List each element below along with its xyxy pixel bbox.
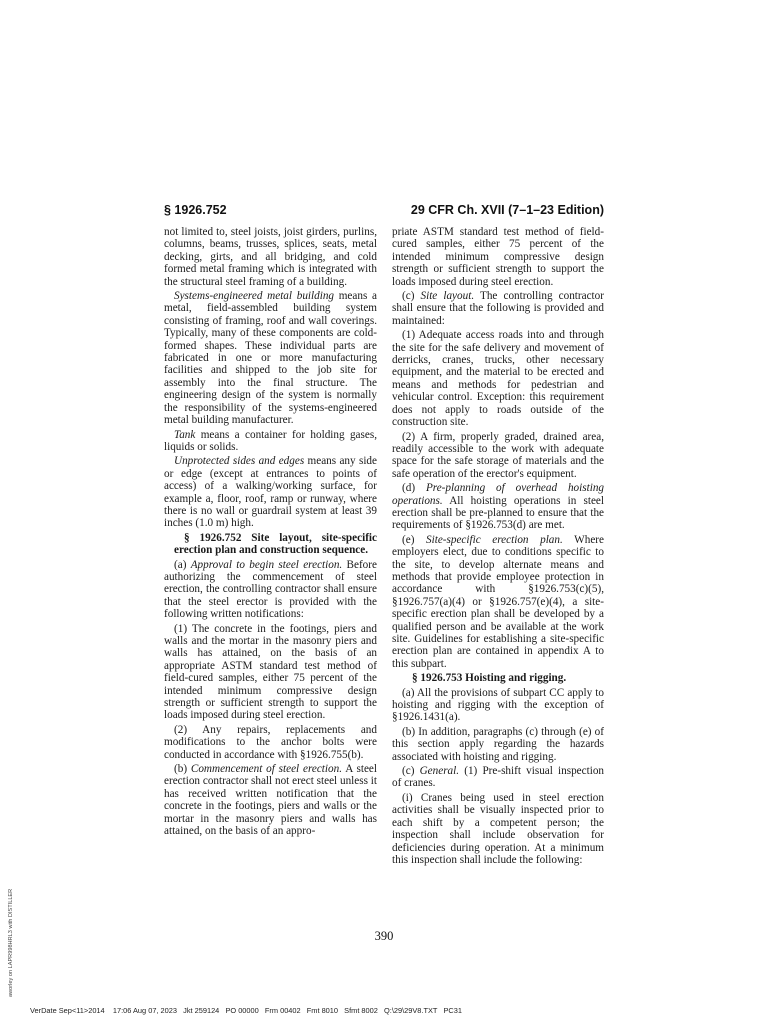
paragraph-heading: General. <box>419 765 460 778</box>
paragraph-label: (c) <box>402 290 421 303</box>
right-column <box>392 226 604 868</box>
paragraph-c <box>392 290 604 327</box>
paragraph-text: A steel erection contractor shall not erect steel unless it has received written notification that the concrete in the footings, piers and walls or the mortar in the masonry piers and walls has attained, on the basis of an appro- <box>164 763 377 838</box>
paragraph-label: (d) <box>402 482 426 495</box>
paragraph-text: (1) Pre-shift visual inspection of cranes. <box>392 765 605 790</box>
definition-systems-engineered <box>164 290 377 426</box>
paragraph-continued: priate ASTM standard test method of field-cured samples, either 75 percent of the intended minimum compressive design strength or sufficient strength to support the loads imposed during steel erection. <box>392 226 604 288</box>
running-header-title: 29 CFR Ch. XVII (7–1–23 Edition) <box>410 203 604 217</box>
paragraph-text: Before authorizing the commencement of steel erection, the controlling contractor shall ensure that the steel erector is provided with the following written notifications: <box>164 558 377 621</box>
paragraph-hoisting-a: (a) All the provisions of subpart CC apply to hoisting and rigging with the exception of §1926.1431(a). <box>392 686 604 724</box>
paragraph-text: The controlling contractor shall ensure that the following is provided and maintained: <box>392 290 604 327</box>
definition-unprotected-sides <box>164 455 377 529</box>
definition-text: means a container for holding gases, liquids or solids. <box>164 428 377 453</box>
side-margin-note: aworley on LAPR998HRL3 with DISTILLER <box>8 888 14 997</box>
paragraph-label: (e) <box>402 533 427 546</box>
paragraph-hoisting-c <box>392 765 604 790</box>
paragraph-a <box>164 559 377 621</box>
paragraph: not limited to, steel joists, joist girders, purlins, columns, beams, trusses, splices, seats, metal decking, girts, and all bridging, and cold formed metal framing which is integrated with the structural steel framing of a building. <box>164 226 377 288</box>
paragraph-heading: Approval to begin steel erection. <box>190 558 343 571</box>
section-heading-1926-753: § 1926.753 Hoisting and rigging. <box>412 672 567 685</box>
paragraph-heading: Site-specific erection plan. <box>426 533 563 546</box>
section-heading-1926-752: § 1926.752 Site layout, site-specific erection plan and construction sequence. <box>174 531 377 557</box>
paragraph-text: Where employers elect, due to conditions specific to the site, to develop alternate means and methods that provide employee protection in accordance with §1926.753(c)(5), §1926.757(a)(4) or §1926.757(e)(4), a site-specific erection plan shall be developed by a qualified person and be available at the work site. Guidelines for establishing a site-specific erection plan are contained in appendix A to this subpart. <box>392 533 604 670</box>
definition-text: means a metal, field-assembled building system consisting of framing, roof and wall coverings. Typically, many of these components are cold-formed shapes. These individual parts are fabricated in one or more manufacturing facilities and shipped to the job site for assembly into the final structure. The engineering design of the system is normally the responsibility of the systems-engineered metal building manufacturer. <box>164 290 377 427</box>
paragraph-hoisting-b: (b) In addition, paragraphs (c) through (e) of this section apply regarding the hazards associated with hoisting and rigging. <box>392 725 604 763</box>
left-column <box>164 226 377 840</box>
paragraph-heading: Site layout. <box>420 290 475 303</box>
defined-term: Unprotected sides and edges <box>174 455 305 468</box>
paragraph-label: (c) <box>402 765 420 778</box>
paragraph-a1: (1) The concrete in the footings, piers and walls and the mortar in the masonry piers and walls has attained, on the basis of an appropriate ASTM standard test method of field-cured samples, either 75 percent of the intended minimum compressive design strength or sufficient strength to support the loads imposed during steel erection. <box>164 622 377 722</box>
paragraph-b <box>164 763 377 837</box>
definition-tank <box>164 429 377 454</box>
page-number: 390 <box>374 929 394 943</box>
definition-text: means any side or edge (except at entrances to points of access) of a walking/working surface, for example a, floor, roof, ramp or runway, where there is no wall or guardrail system at least 39 inches (1.0 m) high. <box>164 455 377 530</box>
print-footer: VerDate Sep<11>2014 17:06 Aug 07, 2023 Jkt 259124 PO 00000 Frm 00402 Fmt 8010 Sfmt 8002 Q:\29\29V8.TXT PC31 <box>30 1006 462 1015</box>
defined-term: Systems-engineered metal building <box>174 290 335 303</box>
paragraph-d <box>392 482 604 532</box>
paragraph-label: (b) <box>174 763 191 776</box>
paragraph-hoisting-ci: (i) Cranes being used in steel erection activities shall be visually inspected prior to each shift by a competent person; the inspection shall include observation for deficiencies during operation. At a minimum this inspection shall include the following: <box>392 791 604 866</box>
paragraph-e <box>392 534 604 670</box>
paragraph-c1: (1) Adequate access roads into and through the site for the safe delivery and movement of derricks, cranes, trucks, other necessary equipment, and the material to be erected and means and methods for pedestrian and vehicular control. Exception: this requirement does not apply to roads outside of the construction site. <box>392 329 604 429</box>
paragraph-label: (a) <box>174 558 191 571</box>
paragraph-text: All hoisting operations in steel erection shall be pre-planned to ensure that the requirements of §1926.753(d) are met. <box>392 494 604 532</box>
running-header-section: § 1926.752 <box>164 203 227 217</box>
defined-term: Tank <box>174 428 196 441</box>
paragraph-c2: (2) A firm, properly graded, drained area, readily accessible to the work with adequate space for the safe storage of materials and the safe operation of the erector's equipment. <box>392 430 604 480</box>
paragraph-heading: Pre-planning of overhead hoisting operations. <box>392 482 605 507</box>
paragraph-heading: Commencement of steel erection. <box>190 763 343 776</box>
paragraph-a2: (2) Any repairs, replacements and modifications to the anchor bolts were conducted in accordance with §1926.755(b). <box>164 723 377 761</box>
